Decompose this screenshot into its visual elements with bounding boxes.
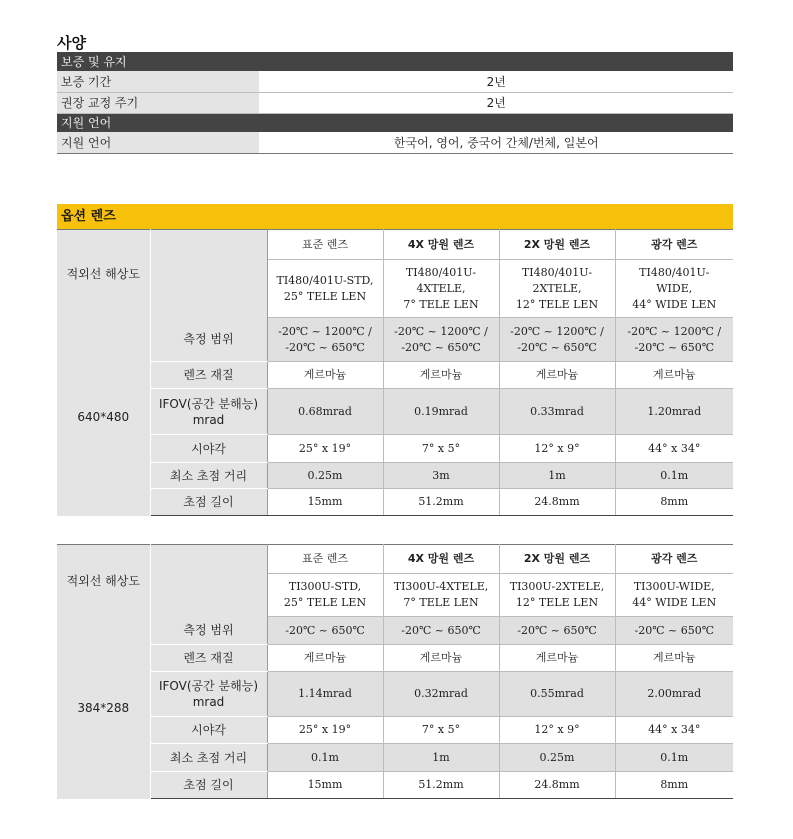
lens-model-cell bbox=[383, 574, 499, 617]
lens-column-header: 광각 렌즈 bbox=[615, 545, 733, 574]
cell-line: -20℃ ~ 650℃ bbox=[285, 340, 365, 354]
table-row bbox=[57, 318, 733, 362]
lens-value-material: 게르마늄 bbox=[499, 645, 615, 672]
lens-value-ifov: 1.14mrad bbox=[267, 672, 383, 717]
cell-line: TI300U-STD, bbox=[288, 580, 362, 593]
lens-value-fov: 7° x 5° bbox=[383, 717, 499, 744]
lens-model-cell bbox=[499, 260, 615, 318]
table-row bbox=[57, 463, 733, 489]
calibration-cycle-label: 권장 교정 주기 bbox=[57, 92, 259, 113]
cell-line: 4XTELE, bbox=[416, 281, 466, 295]
lens-value-ifov: 0.68mrad bbox=[267, 389, 383, 435]
lens-value-fov: 12° x 9° bbox=[499, 717, 615, 744]
warranty-period-value: 2년 bbox=[259, 71, 733, 92]
row-label-ifov bbox=[150, 389, 267, 435]
lens-value-ifov: 2.00mrad bbox=[615, 672, 733, 717]
lens-value-focal-length: 8mm bbox=[615, 489, 733, 516]
cell-line: -20℃ ~ 1200℃ / bbox=[394, 324, 488, 338]
cell-line: TI300U-2XTELE, bbox=[509, 580, 605, 593]
row-label-ifov bbox=[150, 672, 267, 717]
cell-line: 7° TELE LEN bbox=[403, 596, 479, 609]
lens-value-min-focus: 0.25m bbox=[499, 744, 615, 772]
table-row bbox=[57, 435, 733, 463]
table-row bbox=[57, 772, 733, 799]
lens-value-ifov: 0.55mrad bbox=[499, 672, 615, 717]
cell-line: TI480/401U- bbox=[405, 265, 477, 279]
lens-value-range: -20℃ ~ 650℃ bbox=[615, 617, 733, 645]
cell-line: -20℃ ~ 1200℃ / bbox=[510, 324, 604, 338]
table-row bbox=[57, 362, 733, 389]
lens-value-material: 게르마늄 bbox=[499, 362, 615, 389]
language-section-title: 지원 언어 bbox=[57, 113, 733, 132]
lens-header-row bbox=[57, 545, 733, 574]
table-row bbox=[57, 717, 733, 744]
lens-value-range bbox=[499, 318, 615, 362]
lens-value-focal-length: 24.8mm bbox=[499, 772, 615, 799]
header-blank-cell bbox=[150, 545, 267, 617]
lens-value-range: -20℃ ~ 650℃ bbox=[383, 617, 499, 645]
table-row bbox=[57, 71, 733, 92]
lens-value-focal-length: 15mm bbox=[267, 489, 383, 516]
language-section-header bbox=[57, 113, 733, 132]
ifov-label-line: mrad bbox=[192, 412, 225, 427]
lens-value-range bbox=[383, 318, 499, 362]
language-label: 지원 언어 bbox=[57, 132, 259, 153]
row-label-min-focus: 최소 초점 거리 bbox=[150, 463, 267, 489]
lens-value-min-focus: 0.1m bbox=[615, 463, 733, 489]
cell-line: 12° TELE LEN bbox=[515, 297, 599, 311]
row-label-material: 렌즈 재질 bbox=[150, 645, 267, 672]
lens-column-header: 광각 렌즈 bbox=[615, 230, 733, 260]
lens-header-row bbox=[57, 230, 733, 260]
resolution-value: 384*288 bbox=[57, 617, 150, 799]
lens-value-fov: 44° x 34° bbox=[615, 717, 733, 744]
lens-value-range bbox=[267, 318, 383, 362]
warranty-section-header bbox=[57, 52, 733, 71]
lens-value-focal-length: 8mm bbox=[615, 772, 733, 799]
lens-column-header: 2X 망원 렌즈 bbox=[499, 545, 615, 574]
lens-column-header: 4X 망원 렌즈 bbox=[383, 230, 499, 260]
cell-line: TI300U-4XTELE, bbox=[393, 580, 489, 593]
cell-line: -20℃ ~ 1200℃ / bbox=[627, 324, 722, 338]
lens-value-material: 게르마늄 bbox=[383, 362, 499, 389]
lens-value-ifov: 0.33mrad bbox=[499, 389, 615, 435]
lens-column-header: 2X 망원 렌즈 bbox=[499, 230, 615, 260]
cell-line: 44° WIDE LEN bbox=[632, 297, 717, 311]
warranty-section-title: 보증 및 유지 bbox=[57, 52, 733, 71]
lens-table-640 bbox=[57, 229, 733, 516]
lens-model-cell bbox=[383, 260, 499, 318]
row-label-material: 렌즈 재질 bbox=[150, 362, 267, 389]
resolution-label: 적외선 해상도 bbox=[57, 545, 150, 617]
cell-line: 7° TELE LEN bbox=[403, 297, 479, 311]
table-row bbox=[57, 92, 733, 113]
language-value: 한국어, 영어, 중국어 간체/번체, 일본어 bbox=[259, 132, 733, 153]
lens-value-material: 게르마늄 bbox=[383, 645, 499, 672]
cell-line: TI300U-WIDE, bbox=[633, 580, 715, 593]
row-label-range: 측정 범위 bbox=[150, 617, 267, 645]
table-row bbox=[57, 672, 733, 717]
lens-value-fov: 44° x 34° bbox=[615, 435, 733, 463]
lens-column-header: 표준 렌즈 bbox=[267, 545, 383, 574]
row-label-min-focus: 최소 초점 거리 bbox=[150, 744, 267, 772]
ifov-label-line: mrad bbox=[192, 695, 225, 709]
cell-line: 25° TELE LEN bbox=[283, 289, 367, 303]
calibration-cycle-value: 2년 bbox=[259, 92, 733, 113]
table-row bbox=[57, 389, 733, 435]
lens-value-min-focus: 0.1m bbox=[267, 744, 383, 772]
table-row bbox=[57, 489, 733, 516]
cell-line: -20℃ ~ 1200℃ / bbox=[278, 324, 372, 338]
lens-value-focal-length: 15mm bbox=[267, 772, 383, 799]
cell-line: 12° TELE LEN bbox=[515, 596, 599, 609]
lens-model-cell bbox=[267, 260, 383, 318]
lens-value-min-focus: 0.25m bbox=[267, 463, 383, 489]
lens-model-cell bbox=[615, 574, 733, 617]
lens-value-min-focus: 3m bbox=[383, 463, 499, 489]
ifov-label-line: IFOV(공간 분해능) bbox=[158, 396, 259, 411]
page-title: 사양 bbox=[57, 34, 86, 52]
cell-line: TI480/401U-STD, bbox=[276, 273, 374, 287]
cell-line: WIDE, bbox=[656, 281, 693, 295]
resolution-label: 적외선 해상도 bbox=[57, 230, 150, 318]
table-row bbox=[57, 645, 733, 672]
resolution-value: 640*480 bbox=[57, 318, 150, 516]
cell-line: 25° TELE LEN bbox=[283, 596, 367, 609]
lens-value-material: 게르마늄 bbox=[267, 362, 383, 389]
ifov-label-line: IFOV(공간 분해능) bbox=[158, 679, 259, 693]
lens-value-focal-length: 51.2mm bbox=[383, 489, 499, 516]
header-blank-cell bbox=[150, 230, 267, 318]
lens-value-min-focus: 1m bbox=[383, 744, 499, 772]
lens-value-focal-length: 24.8mm bbox=[499, 489, 615, 516]
row-label-fov: 시야각 bbox=[150, 435, 267, 463]
lens-value-min-focus: 1m bbox=[499, 463, 615, 489]
lens-value-ifov: 1.20mrad bbox=[615, 389, 733, 435]
lens-value-range bbox=[615, 318, 733, 362]
cell-line: -20℃ ~ 650℃ bbox=[634, 340, 715, 354]
lens-value-range: -20℃ ~ 650℃ bbox=[267, 617, 383, 645]
row-label-fov: 시야각 bbox=[150, 717, 267, 744]
table-row bbox=[57, 132, 733, 153]
lens-model-cell bbox=[267, 574, 383, 617]
lens-value-material: 게르마늄 bbox=[615, 645, 733, 672]
lens-value-material: 게르마늄 bbox=[267, 645, 383, 672]
spec-table bbox=[57, 52, 733, 154]
warranty-period-label: 보증 기간 bbox=[57, 71, 259, 92]
lens-section-title: 옵션 렌즈 bbox=[57, 204, 733, 229]
lens-column-header: 4X 망원 렌즈 bbox=[383, 545, 499, 574]
cell-line: -20℃ ~ 650℃ bbox=[401, 340, 481, 354]
table-row bbox=[57, 744, 733, 772]
lens-value-material: 게르마늄 bbox=[615, 362, 733, 389]
cell-line: -20℃ ~ 650℃ bbox=[517, 340, 597, 354]
lens-column-header: 표준 렌즈 bbox=[267, 230, 383, 260]
cell-line: 44° WIDE LEN bbox=[632, 596, 717, 609]
lens-value-fov: 12° x 9° bbox=[499, 435, 615, 463]
lens-model-cell bbox=[615, 260, 733, 318]
lens-value-range: -20℃ ~ 650℃ bbox=[499, 617, 615, 645]
cell-line: 2XTELE, bbox=[532, 281, 582, 295]
row-label-focal-length: 초점 길이 bbox=[150, 489, 267, 516]
lens-value-focal-length: 51.2mm bbox=[383, 772, 499, 799]
row-label-range: 측정 범위 bbox=[150, 318, 267, 362]
table-row bbox=[57, 617, 733, 645]
row-label-focal-length: 초점 길이 bbox=[150, 772, 267, 799]
lens-value-min-focus: 0.1m bbox=[615, 744, 733, 772]
lens-value-fov: 25° x 19° bbox=[267, 717, 383, 744]
lens-model-cell bbox=[499, 574, 615, 617]
lens-value-ifov: 0.32mrad bbox=[383, 672, 499, 717]
lens-value-ifov: 0.19mrad bbox=[383, 389, 499, 435]
lens-value-fov: 25° x 19° bbox=[267, 435, 383, 463]
cell-line: TI480/401U- bbox=[521, 265, 593, 279]
lens-table-384 bbox=[57, 544, 733, 799]
lens-value-fov: 7° x 5° bbox=[383, 435, 499, 463]
cell-line: TI480/401U- bbox=[639, 265, 710, 279]
